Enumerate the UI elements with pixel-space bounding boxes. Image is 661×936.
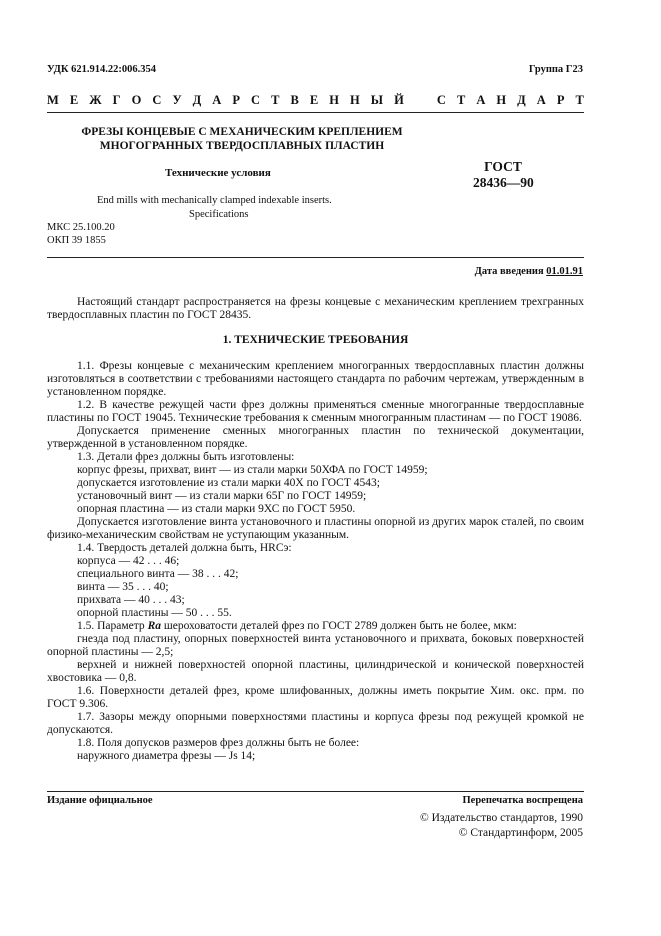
list-item: опорной пластины — 50 . . . 55.	[77, 607, 232, 619]
copyright-1: © Издательство стандартов, 1990	[419, 812, 583, 824]
banner-letter: Т	[271, 93, 280, 107]
list-item: корпуса — 42 . . . 46;	[77, 555, 180, 567]
mks-code: МКС 25.100.20	[47, 222, 115, 233]
clause-1-5-post: шероховатости деталей фрез по ГОСТ 2789 должен быть не более, мкм:	[160, 620, 517, 632]
banner-letter: Й	[394, 93, 404, 107]
clause-1-2-note: Допускается применение сменных многогранных пластин по технической документации, утвержденной в установленном порядке.	[47, 425, 584, 450]
banner-letter: А	[536, 93, 546, 107]
title-rule	[47, 257, 584, 258]
header-rule	[47, 112, 584, 113]
english-title-line-2: Specifications	[189, 209, 249, 220]
banner-letter: У	[172, 93, 182, 107]
clause-1-8: 1.8. Поля допусков размеров фрез должны быть не более:	[77, 737, 360, 749]
banner-letter: Т	[456, 93, 466, 107]
banner-letter: С	[436, 93, 446, 107]
list-item: специального винта — 38 . . . 42;	[77, 568, 239, 580]
banner-letter: Н	[496, 93, 507, 107]
clause-1-5-b: верхней и нижней поверхностей опорной пластины, цилиндрической и конической поверхностей хвостовика — 0,8.	[47, 659, 584, 684]
document-title	[47, 125, 437, 153]
banner-letter: Т	[575, 93, 584, 107]
banner-letter: Н	[329, 93, 339, 107]
banner-letter: Е	[69, 93, 79, 107]
banner-letter: М	[47, 93, 59, 107]
banner-letter: В	[290, 93, 299, 107]
title-line-2: МНОГОГРАННЫХ ТВЕРДОСПЛАВНЫХ ПЛАСТИН	[99, 140, 385, 152]
banner-letter: О	[131, 93, 142, 107]
banner-letter: А	[476, 93, 486, 107]
banner-letter: С	[152, 93, 162, 107]
english-title-line-1: End mills with mechanically clamped indexable inserts.	[97, 195, 332, 206]
banner-letter: А	[212, 93, 222, 107]
effective-date-value: 01.01.91	[546, 266, 583, 277]
banner-letter: Д	[192, 93, 202, 107]
banner-letter: Р	[556, 93, 565, 107]
footer-rule	[47, 791, 584, 792]
banner-letter: Е	[309, 93, 319, 107]
title-line-1: ФРЕЗЫ КОНЦЕВЫЕ С МЕХАНИЧЕСКИМ КРЕПЛЕНИЕМ	[81, 126, 403, 138]
clause-1-6: 1.6. Поверхности деталей фрез, кроме шлифованных, должны иметь покрытие Хим. окс. прм. по ГОСТ 9.306.	[47, 685, 584, 710]
banner-letter: С	[251, 93, 261, 107]
list-item: винта — 35 . . . 40;	[77, 581, 169, 593]
clause-1-5	[47, 620, 584, 633]
clause-1-3-note: Допускается изготовление винта установочного и пластины опорной из других марок сталей, по своим физико-механическим свойствам не уступающим указанным.	[47, 516, 584, 541]
banner-letter: Д	[517, 93, 526, 107]
official-edition: Издание официальное	[47, 795, 153, 806]
clause-1-7: 1.7. Зазоры между опорными поверхностями пластины и корпуса фрезы под режущей кромкой не допускаются.	[47, 711, 584, 736]
clause-1-1: 1.1. Фрезы концевые с механическим креплением многогранных твердосплавных пластин должны изготовляться в соответствии с требованиями настоящего стандарта по рабочим чертежам, утвержденным в установленном порядке.	[47, 360, 584, 398]
gost-label: ГОСТ	[484, 159, 522, 174]
banner-letter: Н	[349, 93, 360, 107]
intro-paragraph: Настоящий стандарт распространяется на фрезы концевые с механическим креплением трехгранных твердосплавных пластин по ГОСТ 28435.	[47, 296, 584, 321]
section-heading: 1. ТЕХНИЧЕСКИЕ ТРЕБОВАНИЯ	[222, 334, 409, 346]
document-body	[47, 296, 584, 763]
list-item: установочный винт — из стали марки 65Г по ГОСТ 14959;	[77, 490, 367, 502]
clause-1-3: 1.3. Детали фрез должны быть изготовлены:	[77, 451, 295, 463]
group-code: Группа Г23	[528, 64, 583, 75]
list-item: корпус фрезы, прихват, винт — из стали марки 50ХФА по ГОСТ 14959;	[77, 464, 428, 476]
clause-1-8-a: наружного диаметра фрезы — Js 14;	[77, 750, 256, 762]
clause-1-2: 1.2. В качестве режущей части фрез должны применяться сменные многогранные твердосплавные пластины по ГОСТ 19045. Технические требования к сменным многогранным пластинам — по ГОСТ 19086.	[47, 399, 584, 424]
subtitle: Технические условия	[165, 167, 271, 179]
clause-1-5-pre: 1.5. Параметр	[77, 620, 148, 632]
copyright-2: © Стандартинформ, 2005	[458, 827, 583, 839]
banner-letter: Р	[232, 93, 240, 107]
effective-date-label: Дата введения	[474, 266, 544, 277]
udk-code: УДК 621.914.22:006.354	[47, 64, 156, 75]
list-item: допускается изготовление из стали марки 40Х по ГОСТ 4543;	[77, 477, 380, 489]
okp-code: ОКП 39 1855	[47, 235, 106, 246]
banner-letter: Ы	[370, 93, 384, 107]
banner-letter: Ж	[89, 93, 102, 107]
clause-1-4: 1.4. Твердость деталей должна быть, HRCэ:	[77, 542, 292, 554]
effective-date	[475, 266, 583, 277]
list-item: опорная пластина — из стали марки 9ХС по ГОСТ 5950.	[77, 503, 356, 515]
ra-parameter: Ra	[147, 620, 161, 632]
gost-number: 28436—90	[473, 175, 534, 190]
list-item: прихвата — 40 . . . 43;	[77, 594, 185, 606]
standard-type-banner	[47, 93, 584, 108]
clause-1-5-a: гнезда под пластину, опорных поверхностей винта установочного и прихвата, боковых поверхностей опорной пластины — 2,5;	[47, 633, 584, 658]
banner-letter: Г	[112, 93, 121, 107]
reprint-prohibited: Перепечатка воспрещена	[462, 795, 583, 806]
